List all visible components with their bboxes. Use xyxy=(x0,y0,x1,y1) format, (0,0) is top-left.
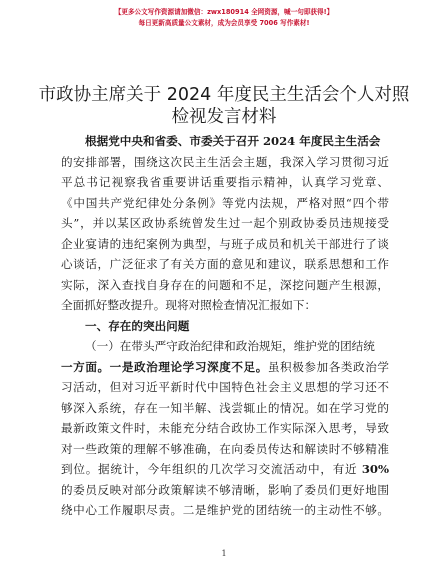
paragraph-line: 对一些政策的理解不够准确，在向委员传达和解读时不够精准 xyxy=(61,441,389,456)
paragraph-line xyxy=(61,459,389,480)
promo-banner-line-1: 【更多公文写作资源请加微信：zwx180914 全网资源，喊一句即获得!】 xyxy=(114,8,334,16)
document-title xyxy=(0,84,448,128)
promo-banner xyxy=(0,7,448,29)
bold-phrase: 一方面。一是政治理论学习深度不足。 xyxy=(61,359,268,374)
paragraph-line: 全面抓好整改提升。现将对照检查情况汇报如下： xyxy=(61,298,317,312)
paragraph-line: 根据党中央和省委、市委关于召开 2024 年度民主生活会 xyxy=(85,134,381,148)
document-body xyxy=(61,131,389,521)
paragraph-line: （一）在带头严守政治纪律和政治规矩，维护党的团结统 xyxy=(85,339,375,353)
section-heading: 一、存在的突出问题 xyxy=(85,318,190,333)
percentage-value: 30% xyxy=(361,462,389,476)
line-text: 虽积极参加各类政治学 xyxy=(267,359,389,374)
paragraph-line: 习活动，但对习近平新时代中国特色社会主义思想的学习还不 xyxy=(61,380,389,394)
title-line-1: 市政协主席关于 2024 年度民主生活会个人对照 xyxy=(38,85,410,105)
page-number: 1 xyxy=(221,549,227,558)
paragraph-line: 企业宴请的违纪案例为典型，与班子成员和机关干部进行了谈 xyxy=(61,236,389,251)
paragraph-line: 绕中心工作履职尽责。二是维护党的团结统一的主动性不够。 xyxy=(61,503,389,517)
paragraph-line: 平总书记视察我省重要讲话重要指示精神，认真学习党章、 xyxy=(61,175,389,189)
paragraph-line: 头”，并以某区政协系统曾发生过一起个别政协委员违规接受 xyxy=(61,216,389,230)
paragraph-line: 实际，深入查找自身存在的问题和不足，深挖问题产生根源， xyxy=(61,277,389,292)
line-text: 到位。据统计，今年组织的几次学习交流活动中，有近 xyxy=(61,462,362,476)
paragraph-line: 的安排部署，围绕这次民主生活会主题，我深入学习贯彻习近 xyxy=(61,154,389,169)
paragraph-line: 《中国共产党纪律处分条例》等党内法规，严格对照“四个带 xyxy=(61,195,389,210)
paragraph-line: 最新政策文件时，未能充分结合政协工作实际深入思考，导致 xyxy=(61,421,389,435)
paragraph-line: 够深入系统，存在一知半解、浅尝辄止的情况。如在学习党的 xyxy=(61,400,389,415)
paragraph-line: 的委员反映对部分政策解读不够清晰，影响了委员们更好地围 xyxy=(61,482,389,497)
paragraph-line xyxy=(61,357,389,378)
paragraph-line: 心谈话，广泛征求了有关方面的意见和建议，联系思想和工作 xyxy=(61,257,389,271)
title-line-2: 检视发言材料 xyxy=(171,107,277,127)
promo-banner-line-2: 每日更新高质量公文素材，成为会员享受 7006 写作素材! xyxy=(138,19,310,27)
